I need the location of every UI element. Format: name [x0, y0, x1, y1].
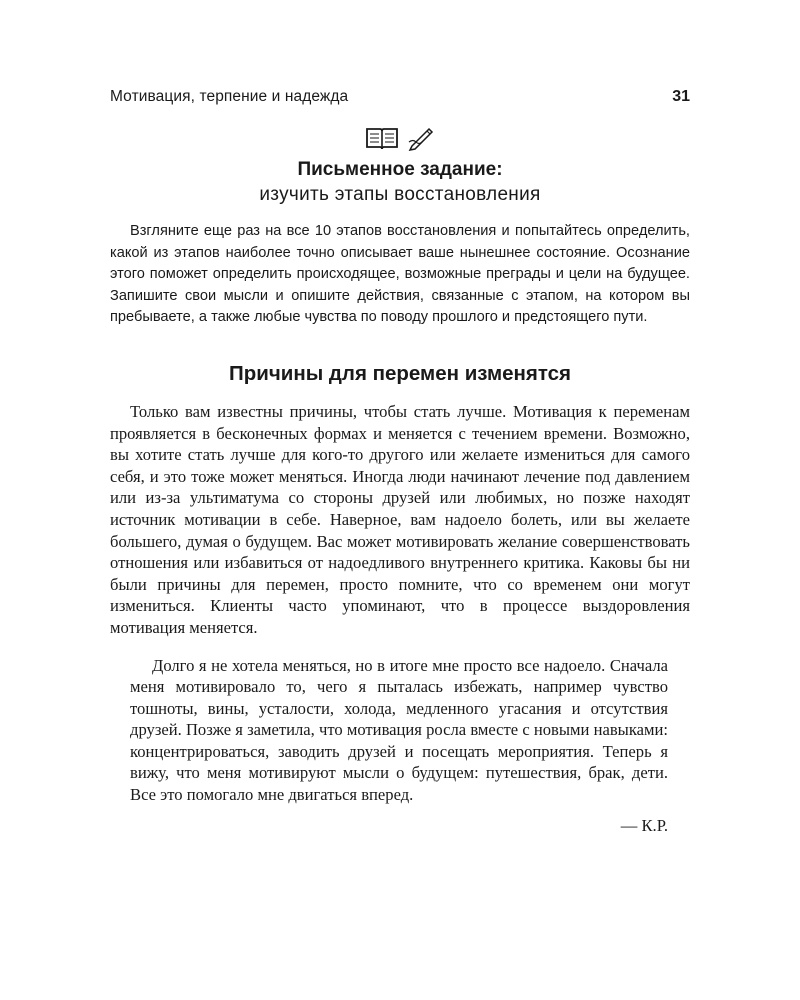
exercise-text: Взгляните еще раз на все 10 этапов восстановления и попытайтесь определить, какой из этапов наиболее точно описывает ваше нынешнее состояние. Осознание этого поможет определить происходящее, возможные преграды и цели на будущее. Запишите свои мысли и опишите действия, связанные с этапом, на котором вы пребываете, а также любые чувства по поводу прошлого и предстоящего пути.	[110, 223, 690, 326]
exercise-title: Письменное задание:	[297, 159, 503, 180]
book-icon	[365, 125, 399, 151]
exercise-icons	[110, 122, 690, 154]
exercise-subtitle: изучить этапы восстановления	[259, 184, 541, 205]
section-heading: Причины для перемен изменятся	[228, 361, 572, 385]
body-paragraph: Только вам известны причины, чтобы стать лучше. Мотивация к переменам проявляется в бесконечных формах и меняется с течением времени. Возможно, вы хотите стать лучше для кого-то другого или желаете измениться для самого себя, и это тоже может меняться. Иногда люди начинают лечение под давлением или из-за ультиматума со стороны друзей или любимых, но позже находят источник мотивации в себе. Наверное, вам надоело болеть, или вы желаете большего, думая о будущем. Вас может мотивировать желание совершенствовать отношения или избавиться от надоедливого внутреннего критика. Каковы бы ни были причины для перемен, просто помните, что со временем они могут измениться. Клиенты часто упоминают, что в процессе выздоровления мотивация меняется.	[110, 401, 690, 637]
client-quote	[130, 655, 668, 837]
book-page	[110, 88, 690, 836]
pen-icon	[407, 125, 435, 151]
running-title: Мотивация, терпение и надежда	[110, 88, 349, 105]
page-number: 31	[672, 88, 690, 105]
quote-text: Долго я не хотела меняться, но в итоге мне просто все надоело. Сначала меня мотивировало то, чего я пыталась избежать, например чувство тошноты, вины, усталости, холода, медленного угасания и отсутствия друзей. Позже я заметила, что мотивация росла вместе с новыми навыками: концентрироваться, заводить друзей и посещать мероприятия. Теперь я вижу, что меня мотивируют мысли о будущем: путешествия, брак, дети. Все это помогало мне двигаться вперед.	[130, 655, 668, 805]
quote-attribution: — К.Р.	[620, 815, 668, 835]
running-header	[110, 88, 690, 112]
